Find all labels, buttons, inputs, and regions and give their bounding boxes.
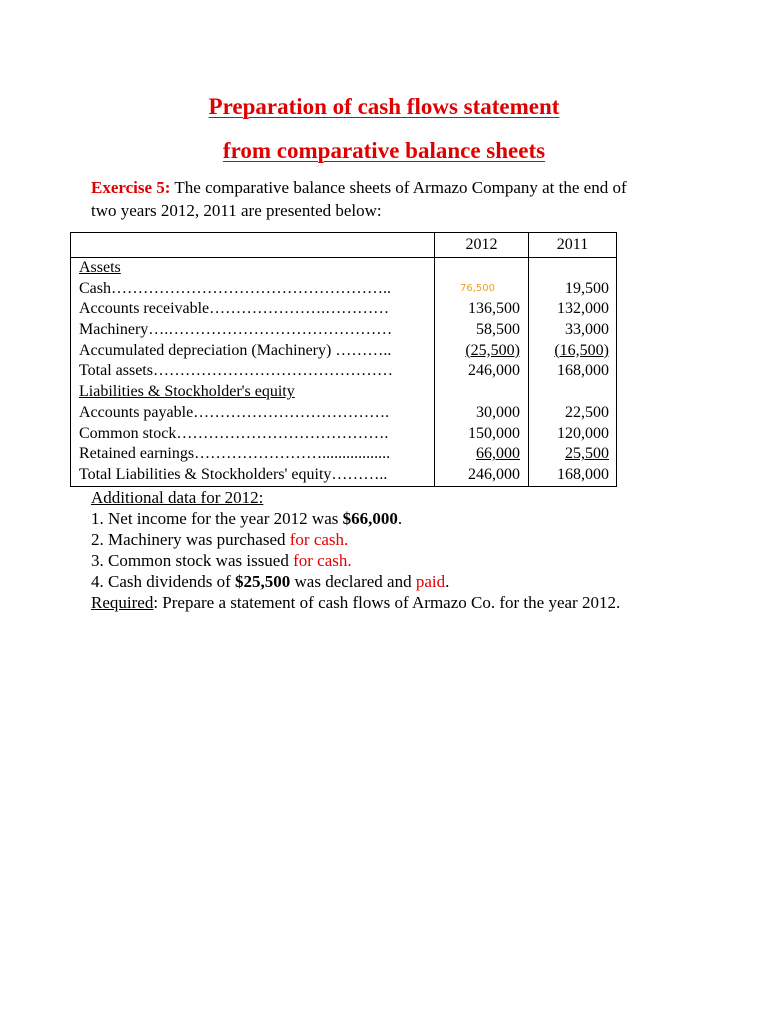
value-2012-accounts-receivable: 136,500 <box>468 300 520 318</box>
item-2-text: 2. Machinery was purchased <box>91 530 290 549</box>
row-label-machinery: Machinery….…………………………………… <box>79 321 393 339</box>
additional-item-3 <box>91 550 691 571</box>
row-label-total-liabilities-equity: Total Liabilities & Stockholders' equity……….. <box>79 465 388 483</box>
values-2011-column <box>529 258 617 487</box>
additional-item-2 <box>91 529 691 550</box>
table-body-row <box>71 258 617 487</box>
item-2-highlight: for cash. <box>289 530 349 549</box>
assets-heading: Assets <box>79 259 121 276</box>
column-header-2011: 2011 <box>529 233 617 258</box>
page-title-line-2: from comparative balance sheets <box>222 138 546 163</box>
required-line <box>91 592 691 613</box>
balance-sheet-table <box>70 232 617 487</box>
exercise-label: Exercise 5: <box>91 178 171 197</box>
item-1-text: 1. Net income for the year 2012 was <box>91 509 343 528</box>
value-2012-machinery: 58,500 <box>476 321 520 339</box>
label-column <box>71 258 435 487</box>
handwritten-cash-2012: 76,500 <box>460 282 495 294</box>
value-2012-retained-earnings: 66,000 <box>476 445 520 463</box>
item-3-text: 3. Common stock was issued <box>91 551 294 570</box>
item-4-highlight: paid <box>415 572 446 591</box>
item-1-suffix: . <box>397 509 403 528</box>
row-label-accumulated-depreciation: Accumulated depreciation (Machinery) ……….. <box>79 341 392 359</box>
value-2011-machinery: 33,000 <box>565 321 609 339</box>
blank-cell <box>435 258 520 279</box>
item-4-suffix: . <box>445 572 450 591</box>
row-label-accounts-receivable: Accounts receivable………………….………… <box>79 300 390 318</box>
row-label-total-assets: Total assets……………………………………… <box>79 362 393 380</box>
row-label-retained-earnings: Retained earnings……………………................. <box>79 445 391 463</box>
values-2012-column <box>435 258 529 487</box>
row-label-common-stock: Common stock…………………………………. <box>79 424 389 442</box>
item-4-amount: $25,500 <box>235 572 291 591</box>
column-header-2012: 2012 <box>435 233 529 258</box>
additional-item-4 <box>91 571 691 592</box>
value-2011-accounts-receivable: 132,000 <box>557 300 609 318</box>
value-2012-total-liabilities-equity: 246,000 <box>468 465 520 483</box>
value-2012-total-assets: 246,000 <box>468 362 520 380</box>
exercise-intro-text-1: The comparative balance sheets of Armazo Company at the end of <box>170 178 627 197</box>
value-2011-total-assets: 168,000 <box>557 362 609 380</box>
header-blank-cell <box>71 233 435 258</box>
row-label-accounts-payable: Accounts payable………………………………. <box>79 403 390 421</box>
blank-cell <box>435 382 520 403</box>
value-2011-accumulated-depreciation: (16,500) <box>554 341 609 359</box>
required-text: : Prepare a statement of cash flows of Armazo Co. for the year 2012. <box>153 593 621 612</box>
liabilities-heading: Liabilities & Stockholder's equity <box>79 383 295 401</box>
value-2012-accumulated-depreciation: (25,500) <box>465 341 520 359</box>
item-1-amount: $66,000 <box>342 509 398 528</box>
page-title-line-1: Preparation of cash flows statement <box>208 94 560 119</box>
exercise-intro-line-2: two years 2012, 2011 are presented below: <box>91 201 382 220</box>
value-2011-accounts-payable: 22,500 <box>565 403 609 421</box>
additional-item-1 <box>91 508 691 529</box>
value-2011-cash: 19,500 <box>565 279 609 297</box>
value-2011-total-liabilities-equity: 168,000 <box>557 465 609 483</box>
blank-cell <box>529 258 609 279</box>
additional-data-section <box>91 487 691 613</box>
row-label-cash: Cash…………………………………………….. <box>79 279 391 297</box>
item-3-highlight: for cash. <box>293 551 352 570</box>
required-label: Required <box>91 593 154 612</box>
value-2012-common-stock: 150,000 <box>468 424 520 442</box>
exercise-intro-line-1 <box>91 176 671 199</box>
value-2011-common-stock: 120,000 <box>557 424 609 442</box>
blank-cell <box>529 382 609 403</box>
item-4-mid: was declared and <box>290 572 416 591</box>
value-2012-accounts-payable: 30,000 <box>476 403 520 421</box>
table-header-row <box>71 233 617 258</box>
value-2011-retained-earnings: 25,500 <box>565 445 609 463</box>
additional-data-heading: Additional data for 2012: <box>91 488 264 507</box>
item-4-text: 4. Cash dividends of <box>91 572 236 591</box>
